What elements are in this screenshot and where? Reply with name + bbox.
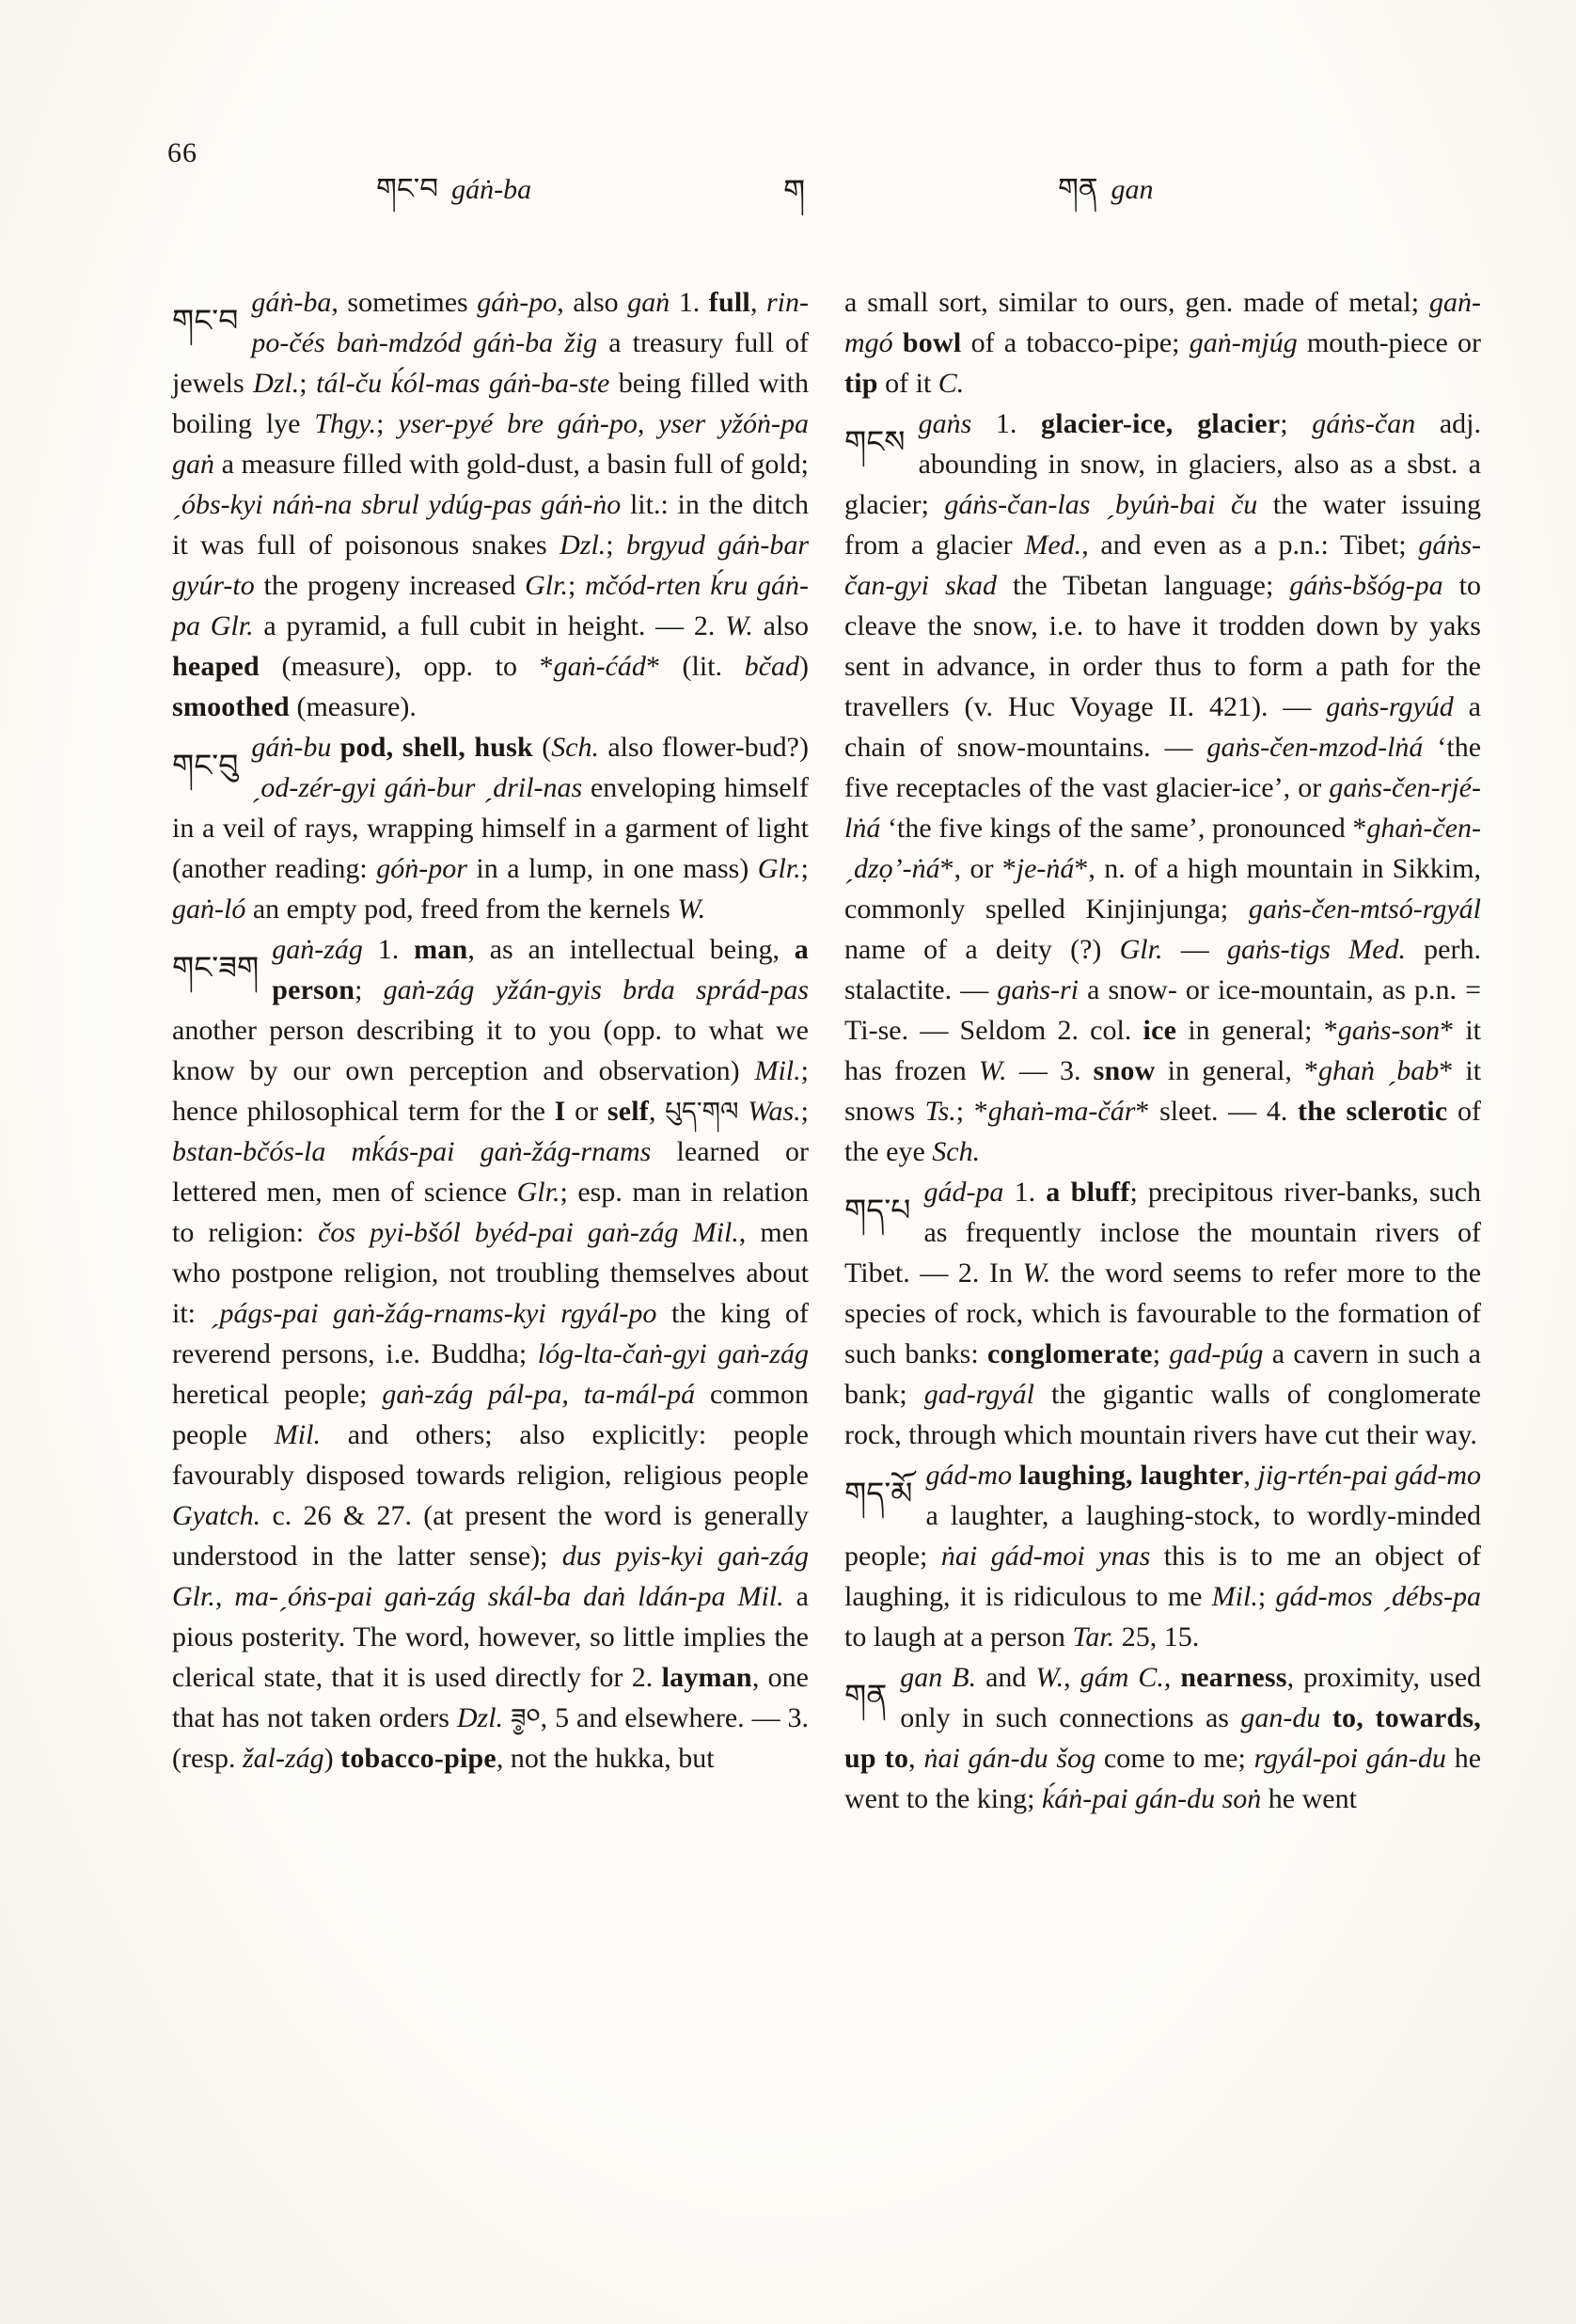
entry-text: a small sort, similar to ours, gen. made of metal; gaṅ-mgó bowl of a tobacco-pipe; gaṅ-mjúg mouth-piece or tip of it C. bbox=[844, 287, 1482, 399]
column-left bbox=[172, 282, 809, 1819]
running-head-center-tibetan: ག bbox=[783, 172, 806, 209]
entry-text: gaṅs 1. glacier-ice, glacier; gáṅs-čan adj. abounding in snow, in glaciers, also as a sbst. a glacier; gáṅs-čan-las ˏbyúṅ-bai ču the water issuing from a glacier Med., and even as a p.n.: Tibet; gáṅs-čan-gyi skad the Tibetan language; gáṅs-bšóg-pa to cleave the snow, i.e. to have it trodden down by yaks sent in advance, in order thus to form a path for the travellers (v. Huc Voyage II. 421). — gaṅs-rgyúd a chain of snow-mountains. — gaṅs-čen-mzod-lṅá ‘the five receptacles of the vast glacier-ice’, or gaṅs-čen-rjé-lṅá ‘the five kings of the same’, pronounced *ghaṅ-čen-ˏdzọ’-ṅá*, or *je-ṅá*, n. of a high mountain in Sikkim, commonly spelled Kinjinjunga; gaṅs-čen-mtsó-rgyál name of a deity (?) Glr. — gaṅs-tigs Med. perh. stalactite. — gaṅs-ri a snow- or ice-mountain, as p.n. = Ti-se. — Seldom 2. col. ice in general; *gaṅs-son* it has frozen W. — 3. snow in general, *ghaṅ ˏbab* it snows Ts.; *ghaṅ-ma-čár* sleet. — 4. the sclerotic of the eye Sch. bbox=[844, 408, 1482, 1167]
running-head-left-tibetan: གང་བ bbox=[376, 172, 439, 206]
dict-entry-gang-bu bbox=[172, 727, 809, 929]
tibetan-headword: གན bbox=[844, 1677, 888, 1714]
dict-entry-gad-mo bbox=[844, 1455, 1481, 1657]
dict-entry-gad-pa bbox=[844, 1172, 1481, 1455]
running-head-left-translit: gáṅ-ba bbox=[451, 174, 532, 205]
entry-text: gáṅ-bu pod, shell, husk (Sch. also flower-bud?) ˏod-zér-gyi gáṅ-bur ˏdril-nas enveloping himself in a veil of rays, wrapping himself in a garment of light (another reading: góṅ-por in a lump, in one mass) Glr.; gaṅ-ló an empty pod, freed from the kernels W. bbox=[172, 732, 809, 925]
dict-entry-gangs bbox=[844, 403, 1481, 1172]
tibetan-headword: གངས bbox=[844, 423, 906, 460]
entry-text: gan B. and W., gám C., nearness, proximity, used only in such connections as gan-du to, towards, up to, ṅai gán-du šog come to me; rgyál-poi gán-du he went to the king; ḱáṅ-pai gán-du soṅ he went bbox=[844, 1662, 1482, 1814]
running-head-right-translit: gan bbox=[1111, 174, 1154, 205]
entry-text: gaṅ-zág 1. man, as an intellectual being, a person; gaṅ-zág yžán-gyis brda sprád-pas another person describing it to you (opp. to what we know by our own perception and observation) Mil.; hence philosophical term for the I or self, པུད་གལ Was.; bstan-bčós-la mḱás-pai gaṅ-žág-rnams learned or lettered men, men of science Glr.; esp. man in relation to religion: čos pyi-bšól byéd-pai gaṅ-zág Mil., men who postpone religion, not troubling themselves about it: ˏpágs-pai gaṅ-žág-rnams-kyi rgyál-po the king of reverend persons, i.e. Buddha; lóg-lta-čaṅ-gyi gaṅ-zág heretical people; gaṅ-zág pál-pa, ta-mál-pá common people Mil. and others; also explicitly: people favourably disposed towards religion, religious people Gyatch. c. 26 & 27. (at present the word is generally understood in the latter sense); dus pyis-kyi gaṅ-zág Glr., ma-ˏóṅs-pai gaṅ-zág skál-ba daṅ ldán-pa Mil. a pious posterity. The word, however, so little implies the clerical state, that it is used directly for 2. layman, one that has not taken orders Dzl. ཟ༵༠, 5 and elsewhere. — 3. (resp. žal-zág) tobacco-pipe, not the hukka, but bbox=[172, 934, 810, 1774]
tibetan-headword: གད་མོ bbox=[844, 1475, 913, 1511]
dict-entry-gan bbox=[844, 1657, 1481, 1819]
running-head-right bbox=[1058, 156, 1154, 238]
tibetan-headword: གད་པ bbox=[844, 1192, 911, 1228]
entry-text: gád-pa 1. a bluff; precipitous river-banks, such as frequently inclose the mountain rivers of Tibet. — 2. In W. the word seems to refer more to the species of rock, which is favourable to the formation of such banks: conglomerate; gad-púg a cavern in such a bank; gad-rgyál the gigantic walls of conglomerate rock, through which mountain rivers have cut their way. bbox=[844, 1177, 1482, 1450]
dict-entry-gang-zag-continuation bbox=[844, 282, 1481, 403]
tibetan-headword: གང་བུ bbox=[172, 747, 239, 783]
tibetan-headword: གང་ཟག bbox=[172, 949, 260, 986]
dict-entry-gang-zag bbox=[172, 929, 809, 1779]
entry-text: gáṅ-ba, sometimes gáṅ-po, also gaṅ 1. full, rin-po-čés baṅ-mdzód gáṅ-ba žig a treasury full of jewels Dzl.; tál-ču ḱól-mas gáṅ-ba-ste being filled with boiling lye Thgy.; yser-pyé bre gáṅ-po, yser yžóṅ-pa gaṅ a measure filled with gold-dust, a basin full of gold; ˏóbs-kyi náṅ-na sbrul ydúg-pas gáṅ-ṅo lit.: in the ditch it was full of poisonous snakes Dzl.; brgyud gáṅ-bar gyúr-to the progeny increased Glr.; mčód-rten ḱru gáṅ-pa Glr. a pyramid, a full cubit in height. — 2. W. also heaped (measure), opp. to *gaṅ-ćád* (lit. bčad) smoothed (measure). bbox=[172, 287, 810, 722]
running-head-right-tibetan: གན bbox=[1058, 172, 1098, 206]
tibetan-headword: གང་བ bbox=[172, 302, 239, 339]
text-columns bbox=[172, 282, 1481, 1819]
column-right bbox=[844, 282, 1481, 1819]
entry-text: gád-mo laughing, laughter, jig-rtén-pai gád-mo a laughter, a laughing-stock, to wordly-minded people; ṅai gád-moi ynas this is to me an object of laughing, it is ridiculous to me Mil.; gád-mos ˏdébs-pa to laugh at a person Tar. 25, 15. bbox=[844, 1460, 1482, 1652]
dict-entry-gang-ba bbox=[172, 282, 809, 727]
page-number: 66 bbox=[167, 137, 197, 168]
running-head-left bbox=[376, 156, 531, 238]
